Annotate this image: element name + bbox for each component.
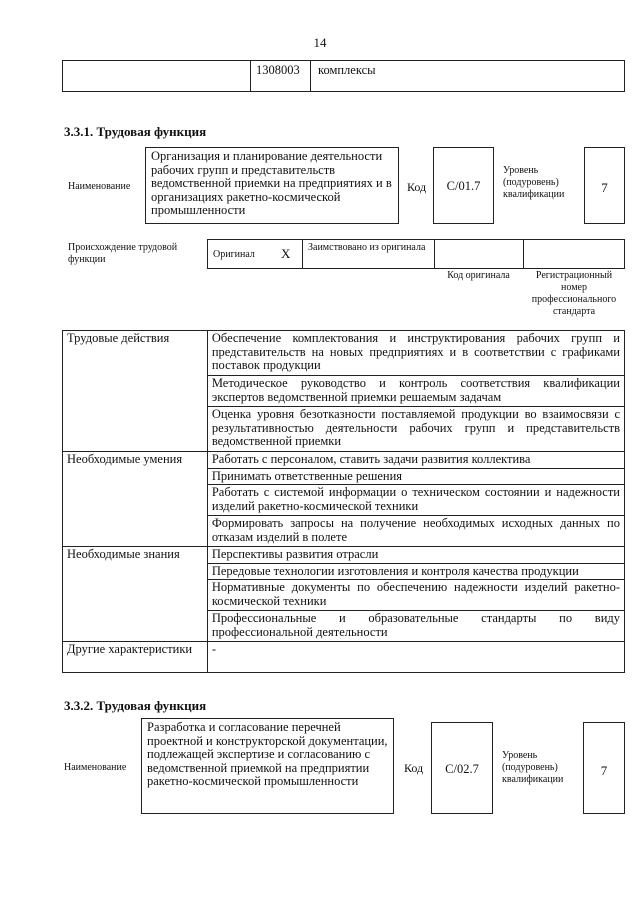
section2-name-value: Разработка и согласование перечней проектной и конструкторской документации, подлежащей экспертизе и согласованию с ведомственной приемкой на предприятии ракетно-космической промышленности xyxy=(141,718,394,814)
table-cell: Методическое руководство и контроль соответствия квалификации экспертов ведомственной приемки решаемым задачам xyxy=(207,376,624,407)
table-cell: Оценка уровня безотказности поставляемой продукции во взаимосвязи с результативностью деятельности рабочих групп и представительств ведомственной приемки xyxy=(207,407,624,452)
table-cell: Принимать ответственные решения xyxy=(207,468,624,485)
table-row xyxy=(63,642,625,673)
original-code-label: Код оригинала xyxy=(447,270,510,281)
section1-name-label: Наименование xyxy=(68,181,131,192)
characteristics-table xyxy=(62,330,625,673)
borrowed-label: Заимствовано из оригинала xyxy=(308,242,426,253)
section2-level-label: Уровень (подуровень) квалификации xyxy=(502,750,564,785)
table-row xyxy=(63,331,625,376)
section1-name-value: Организация и планирование деятельности рабочих групп и представительств ведомственной приемки на предприятиях и в организациях ракетно-космической промышленности xyxy=(145,147,399,224)
section2-name-label: Наименование xyxy=(64,762,127,773)
table-cell: Профессиональные и образовательные стандарты по виду профессиональной деятельности xyxy=(207,611,624,642)
table-row xyxy=(63,547,625,564)
row-label: Необходимые умения xyxy=(63,452,208,547)
table-cell: Обеспечение комплектования и инструктирования рабочих групп и представительств на новых предприятиях и в соответствии с графиками поставок продукции xyxy=(207,331,624,376)
section2-level-value: 7 xyxy=(583,722,625,814)
section2-code-label: Код xyxy=(404,761,424,775)
table-cell: Работать с персоналом, ставить задачи развития коллектива xyxy=(207,452,624,469)
table-cell: - xyxy=(207,642,624,673)
table-cell: Формировать запросы на получение необходимых исходных данных по отказам изделий в полете xyxy=(207,516,624,547)
section1-code-value: C/01.7 xyxy=(433,147,494,224)
table-row xyxy=(63,452,625,469)
section2-code-value: C/02.7 xyxy=(431,722,493,814)
original-label: Оригинал xyxy=(213,249,255,260)
section1-origin-label: Происхождение трудовой функции xyxy=(68,242,178,265)
section2-heading: 3.3.2. Трудовая функция xyxy=(64,698,207,713)
table-cell: Перспективы развития отрасли xyxy=(207,547,624,564)
row-label: Трудовые действия xyxy=(63,331,208,452)
section1-level-label: Уровень (подуровень) квалификации xyxy=(503,165,565,200)
top-row-name: комплексы xyxy=(318,63,376,77)
original-mark: X xyxy=(281,246,291,261)
page-number: 14 xyxy=(313,35,327,50)
table-cell: Нормативные документы по обеспечению надежности изделий ракетно-космической техники xyxy=(207,580,624,611)
section1-heading: 3.3.1. Трудовая функция xyxy=(64,124,207,139)
row-label: Другие характеристики xyxy=(63,642,208,673)
row-label: Необходимые знания xyxy=(63,547,208,642)
table-cell: Работать с системой информации о техническом состоянии и надежности изделий ракетно-космической техники xyxy=(207,485,624,516)
reg-number-label: Регистрационный номер профессионального стандарта xyxy=(531,270,617,317)
top-row-code: 1308003 xyxy=(256,63,300,77)
section1-level-value: 7 xyxy=(584,147,625,224)
table-cell: Передовые технологии изготовления и контроля качества продукции xyxy=(207,563,624,580)
section1-code-label: Код xyxy=(407,180,427,194)
